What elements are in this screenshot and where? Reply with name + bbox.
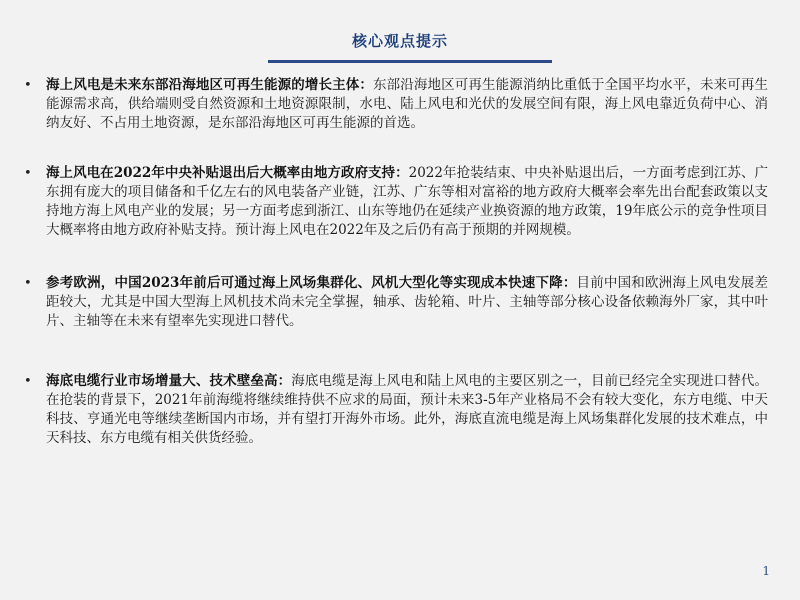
bullet-list <box>24 76 768 448</box>
bullet-heading: 海底电缆行业市场增量大、技术壁垒高： <box>46 373 292 389</box>
title-underline <box>268 60 552 63</box>
bullet-heading: 海上风电在2022年中央补贴退出后大概率由地方政府支持： <box>46 165 409 181</box>
bullet-body: 2022年抢装结束、中央补贴退出后，一方面考虑到江苏、广东拥有庞大的项目储备和千亿左右的风电装备产业链，江苏、广东等相对富裕的地方政府大概率会率先出台配套政策以支持地方海上风电产业的发展；另一方面考虑到浙江、山东等地仍在延续产业换资源的地方政策，19年底公示的竞争性项目大概率将由地方政府补贴支持。预计海上风电在2022年及之后仍有高于预期的并网规模。 <box>46 165 768 238</box>
bullet-item-cost-reduction <box>24 274 768 331</box>
bullet-dot: • <box>24 374 32 389</box>
bullet-item-submarine-cable <box>24 372 768 448</box>
bullet-dot: • <box>24 166 32 181</box>
bullet-heading: 海上风电是未来东部沿海地区可再生能源的增长主体： <box>46 77 373 93</box>
bullet-body: 目前中国和欧洲海上风电发展差距较大，尤其是中国大型海上风机技术尚未完全掌握，轴承、齿轮箱、叶片、主轴等部分核心设备依赖海外厂家，其中叶片、主轴等在未来有望率先实现进口替代。 <box>46 275 768 329</box>
bullet-item-offshore-wind-growth <box>24 76 768 133</box>
page-number: 1 <box>762 564 770 578</box>
bullet-heading: 参考欧洲，中国2023年前后可通过海上风场集群化、风机大型化等实现成本快速下降： <box>46 275 577 291</box>
bullet-body: 东部沿海地区可再生能源消纳比重低于全国平均水平，未来可再生能源需求高，供给端则受自然资源和土地资源限制，水电、陆上风电和光伏的发展空间有限，海上风电靠近负荷中心、消纳友好、不占用土地资源，是东部沿海地区可再生能源的首选。 <box>46 77 768 131</box>
bullet-body: 海底电缆是海上风电和陆上风电的主要区别之一，目前已经完全实现进口替代。在抢装的背景下，2021年前海缆将继续维持供不应求的局面，预计未来3-5年产业格局不会有较大变化，东方电缆、中天科技、亨通光电等继续垄断国内市场，并有望打开海外市场。此外，海底直流电缆是海上风场集群化发展的技术难点，中天科技、东方电缆有相关供货经验。 <box>46 373 768 446</box>
bullet-item-local-subsidy <box>24 164 768 240</box>
page-title: 核心观点提示 <box>351 32 448 50</box>
bullet-dot: • <box>24 78 32 93</box>
bullet-dot: • <box>24 276 32 291</box>
